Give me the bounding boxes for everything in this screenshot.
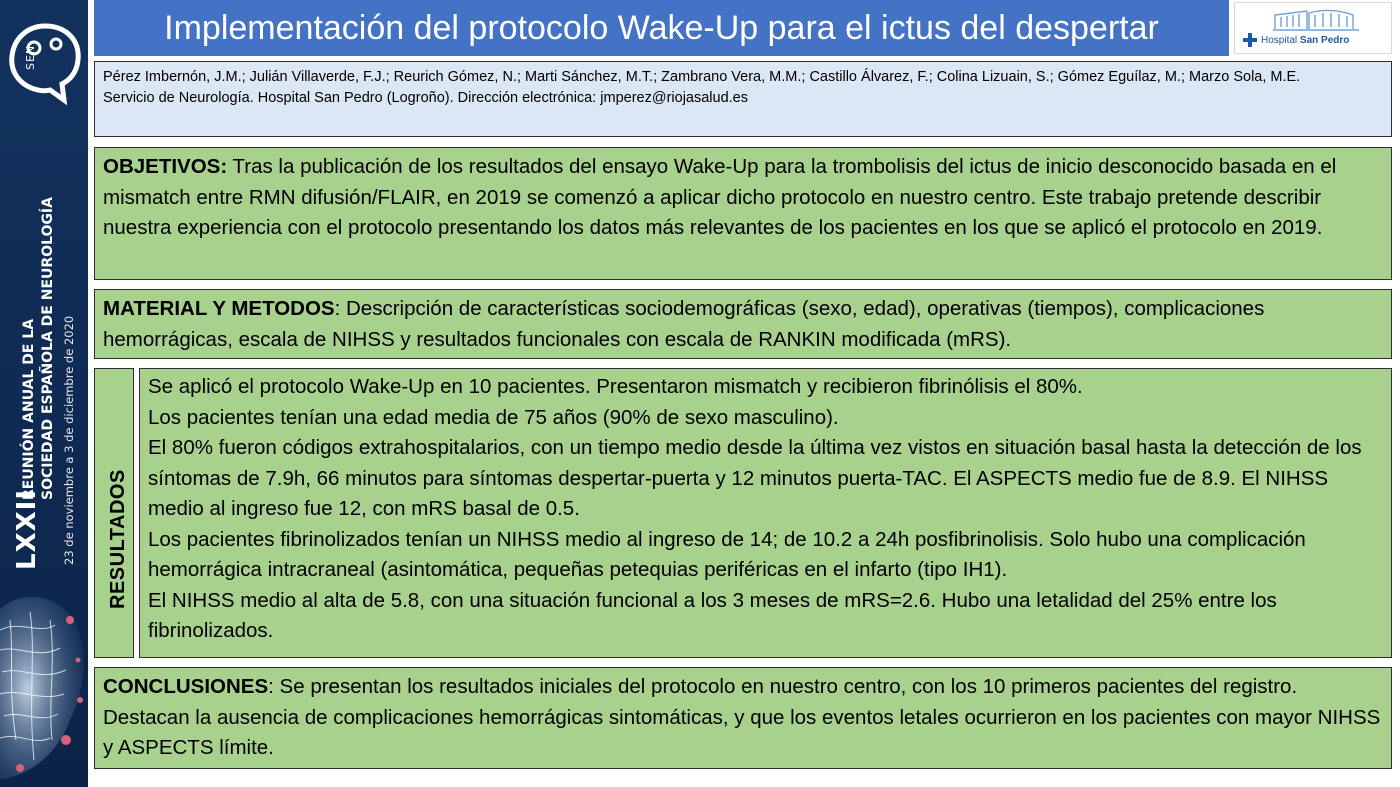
- congress-dates: 23 de noviembre a 3 de diciembre de 2020: [62, 315, 76, 565]
- methods-text: : Descripción de características sociodemográficas (sexo, edad), operativas (tiempos), complicaciones hemorrágicas, escala de NIHSS y resultados funcionales con escala de RANKIN modificada (mRS).: [103, 297, 1265, 351]
- conclusions-section: [94, 667, 1392, 769]
- hospital-prefix: Hospital: [1261, 35, 1298, 46]
- hospital-logo: [1234, 2, 1392, 54]
- conclusions-text: : Se presentan los resultados iniciales del protocolo en nuestro centro, con los 10 primeros pacientes del registro. Destacan la ausencia de complicaciones hemorrágicas sintomáticas, y que los eventos letales ocurrieron en los pacientes con mayor NIHSS y ASPECTS límite.: [103, 675, 1381, 759]
- author-list: Pérez Imbernón, J.M.; Julián Villaverde, F.J.; Reurich Gómez, N.; Marti Sánchez, M.T.; Zambrano Vera, M.M.; Castillo Álvarez, F.; Colina Lizuain, S.; Gómez Eguílaz, M.; Marzo Sola, M.E.: [103, 69, 1301, 85]
- results-section: [139, 368, 1392, 658]
- results-paragraph: Los pacientes fibrinolizados tenían un NIHSS medio al ingreso de 14; de 10.2 a 24h posfibrinolisis. Solo hubo una complicación hemorrágica intracraneal (asintomática, pequeñas petequias periféricas en el infarto (tipo IH1).: [148, 527, 1306, 581]
- affiliation: Servicio de Neurología. Hospital San Pedro (Logroño). Dirección electrónica: jmperez@riojasalud.es: [103, 89, 748, 106]
- hospital-name-bold: San Pedro: [1299, 35, 1350, 46]
- results-label: RESULTADOS: [107, 469, 129, 609]
- brain-illustration: [0, 590, 88, 787]
- results-paragraph: Se aplicó el protocolo Wake-Up en 10 pacientes. Presentaron mismatch y recibieron fibrinólisis el 80%.: [148, 375, 1083, 398]
- hospital-name: [1261, 35, 1349, 46]
- congress-banner: [0, 0, 88, 787]
- congress-name-line2: SOCIEDAD ESPAÑOLA DE NEUROLOGÍA: [40, 197, 56, 500]
- authors-box: [94, 61, 1392, 137]
- results-label-box: [94, 368, 134, 658]
- hospital-building-icon: [1235, 5, 1391, 37]
- congress-name-line1-b: ANUAL DE LA: [21, 318, 37, 423]
- results-paragraph: El NIHSS medio al alta de 5.8, con una situación funcional a los 3 meses de mRS=2.6. Hubo una letalidad del 25% entre los fibrinolizados.: [148, 588, 1277, 642]
- methods-section: [94, 289, 1392, 359]
- results-paragraph: El 80% fueron códigos extrahospitalarios, con un tiempo medio desde la última vez vistos en situación basal hasta la detección de los síntomas de 7.9h, 66 minutos para síntomas despertar-puerta y 12 minutos puerta-TAC. El ASPECTS medio fue de 8.9. El NIHSS medio al ingreso fue 12, con mRS basal de 0.5.: [148, 436, 1362, 520]
- poster-title: Implementación del protocolo Wake-Up para el ictus del despertar: [94, 0, 1229, 56]
- sen-logo-text: SEN: [24, 44, 37, 70]
- objectives-text: Tras la publicación de los resultados del ensayo Wake-Up para la trombolisis del ictus de inicio desconocido basada en el mismatch entre RMN difusión/FLAIR, en 2019 se comenzó a aplicar dicho protocolo en nuestro centro. Este trabajo pretende describir nuestra experiencia con el protocolo presentando los datos más relevantes de los pacientes en los que se aplicó el protocolo en 2019.: [103, 155, 1337, 239]
- hospital-cross-icon: [1243, 33, 1257, 47]
- edition-number: LXXII: [12, 488, 42, 570]
- results-paragraph: Los pacientes tenían una edad media de 75 años (90% de sexo masculino).: [148, 405, 839, 429]
- congress-name-line1: [21, 319, 37, 500]
- conclusions-label: CONCLUSIONES: [103, 675, 269, 698]
- objectives-section: [94, 147, 1392, 280]
- methods-label: MATERIAL Y METODOS: [103, 297, 335, 320]
- congress-name-line1-a: REUNIÓN: [21, 422, 37, 500]
- objectives-label: OBJETIVOS:: [103, 155, 228, 178]
